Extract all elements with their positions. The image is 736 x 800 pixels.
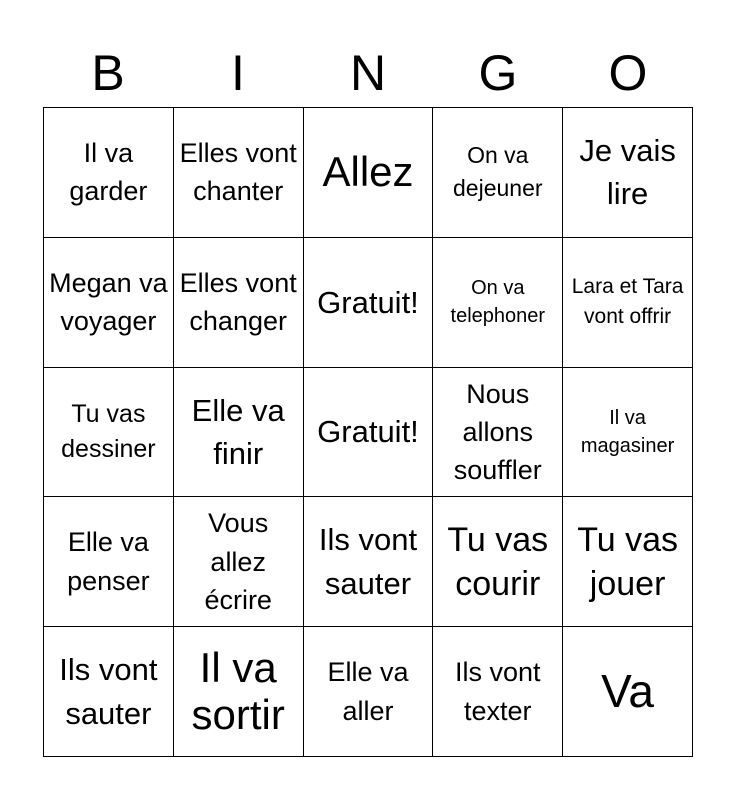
bingo-cell[interactable]: Ils vont texter [433,627,563,757]
bingo-cell[interactable]: Gratuit! [304,238,434,368]
bingo-cell[interactable]: Vous allez écrire [174,497,304,627]
bingo-cell[interactable]: Elles vont chanter [174,108,304,238]
bingo-cell[interactable]: Il va garder [44,108,174,238]
bingo-cell[interactable]: Gratuit! [304,368,434,498]
bingo-cell[interactable]: Il va magasiner [563,368,693,498]
bingo-cell[interactable]: Va [563,627,693,757]
bingo-cell[interactable]: Elle va penser [44,497,174,627]
header-letter-o: O [608,45,648,101]
bingo-cell[interactable]: Lara et Tara vont offrir [563,238,693,368]
bingo-cell[interactable]: Elle va finir [174,368,304,498]
bingo-cell[interactable]: Megan va voyager [44,238,174,368]
bingo-cell[interactable]: Elles vont changer [174,238,304,368]
header-letter-i: I [231,45,245,101]
header-letter-b: B [91,45,125,101]
header-letter-g: G [478,45,518,101]
bingo-cell[interactable]: Nous allons souffler [433,368,563,498]
bingo-cell[interactable]: Allez [304,108,434,238]
bingo-header [43,40,693,107]
bingo-cell[interactable]: Tu vas dessiner [44,368,174,498]
bingo-cell[interactable]: Il va sortir [174,627,304,757]
bingo-cell[interactable]: Ils vont sauter [304,497,434,627]
bingo-cell[interactable]: On va telephoner [433,238,563,368]
bingo-cell[interactable]: Ils vont sauter [44,627,174,757]
bingo-cell[interactable]: Je vais lire [563,108,693,238]
bingo-cell[interactable]: Tu vas jouer [563,497,693,627]
bingo-board [43,107,693,757]
header-letter-n: N [349,45,387,101]
bingo-cell[interactable]: On va dejeuner [433,108,563,238]
bingo-cell[interactable]: Elle va aller [304,627,434,757]
bingo-cell[interactable]: Tu vas courir [433,497,563,627]
